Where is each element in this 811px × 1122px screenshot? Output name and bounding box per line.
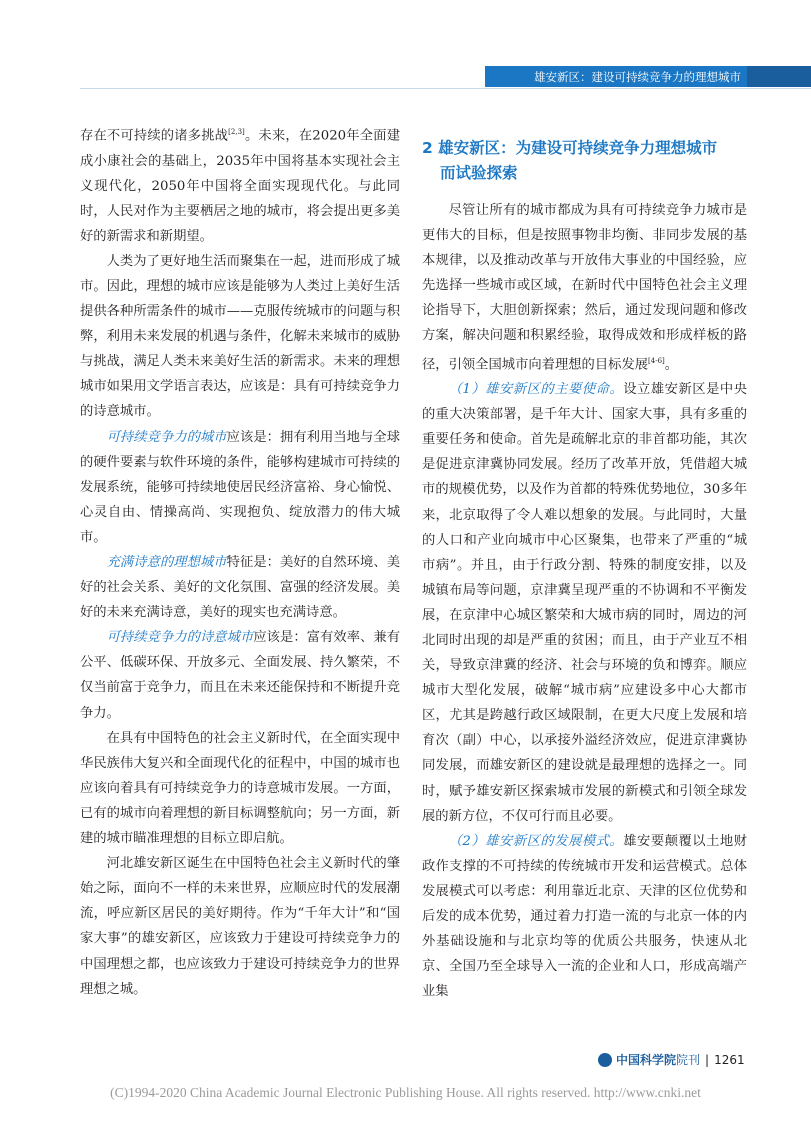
journal-suffix: 院刊 <box>676 1053 701 1067</box>
paragraph <box>80 425 400 550</box>
paragraph-text: 应该是：拥有利用当地与全球的硬件要素与软件环境的条件，能够构建城市可持续的发展系统，能够可持续地使居民经济富裕、身心愉悦、心灵自由、情操高尚、实现抱负、绽放潜力的伟大城市。 <box>80 429 400 545</box>
paragraph-text: 应该是：富有效率、兼有公平、低碳环保、开放多元、全面发展、持久繁荣，不仅当前富于竞争力，而且在未来还能保持和不断提升竞争力。 <box>80 630 401 721</box>
header-accent-block <box>747 66 811 87</box>
right-column <box>422 136 747 1004</box>
running-header-title: 雄安新区：建设可持续竞争力的理想城市 <box>534 69 741 84</box>
paragraph-text: 。未来，在2020年全面建成小康社会的基础上，2035年中国将基本实现社会主义现代化，2050年中国将全面实现现代化。与此同时，人民对作为主要栖居之地的城市，将会提出更多美好的新需求和新期望。 <box>80 128 400 244</box>
paragraph-text: 存在不可持续的诸多挑战 <box>80 128 229 144</box>
paragraph-text: 。 <box>664 356 679 372</box>
journal-brand: 中国科学院 <box>616 1053 677 1067</box>
paragraph <box>80 120 400 249</box>
section-heading-line: 而试验探索 <box>440 164 518 182</box>
paragraph <box>422 829 747 1005</box>
paragraph <box>80 550 400 625</box>
paragraph-text: 设立雄安新区是中央的重大决策部署，是千年大计、国家大事，具有多重的重要任务和使命。首先是疏解北京的非首都功能，其次是促进京津冀协同发展。经历了改革开放，凭借超大城市的规模优势，以及作为首都的特殊优势地位，30多年来，北京取得了令人难以想象的发展。与此同时，大量的人口和产业向城市中心区聚集，也带来了严重的“城市病”。并且，由于行政分割、特殊的制度安排，以及城镇布局等问题，京津冀呈现严重的不协调和不平衡发展，在京津中心城区繁荣和大城市病的同时，周边的河北同时出现的却是严重的贫困；而且，由于产业互不相关，导致京津冀的经济、社会与环境的负和博弈。顺应城市大型化发展，破解“城市病”应建设多中心大都市区，尤其是跨越行政区域限制，在更大尺度上发展和培育次（副）中心，以承接外溢经济效应，促进京津冀协同发展，而雄安新区的建设就是最理想的选择之一。同时，赋予雄安新区探索城市发展的新模式和引领全球发展的新方位，不仅可行而且必要。 <box>422 382 747 824</box>
footer-separator: | <box>705 1052 710 1067</box>
left-column <box>80 120 400 1002</box>
subheading: （1）雄安新区的主要使命。 <box>448 382 624 398</box>
highlight-term: 可持续竞争力的城市 <box>106 429 227 445</box>
copyright-notice: (C)1994-2020 China Academic Journal Electronic Publishing House. All rights reserved. http://www.cnki.net <box>110 1085 701 1100</box>
paragraph: 人类为了更好地生活而聚集在一起，进而形成了城市。因此，理想的城市应该是能够为人类过上美好生活提供各种所需条件的城市——克服传统城市的问题与积弊，利用未来发展的机遇与条件，化解未来城市的威胁与挑战，满足人类未来美好生活的新需求。未来的理想城市如果用文学语言表达，应该是：具有可持续竞争力的诗意城市。 <box>80 253 400 420</box>
paragraph-text: 特征是：美好的自然环境、美好的社会关系、美好的文化氛围、富强的经济发展。美好的未来充满诗意，美好的现实也充满诗意。 <box>80 555 400 621</box>
highlight-term: 充满诗意的理想城市 <box>106 555 227 571</box>
paragraph <box>422 377 747 829</box>
page-footer <box>598 1051 745 1068</box>
paragraph-text: 雄安要颠覆以土地财政作支撑的不可持续的传统城市开发和运营模式。总体发展模式可以考虑：利用靠近北京、天津的区位优势和后发的成本优势，通过着力打造一流的与北京一体的内外基础设施和与北京均等的优质公共服务，快速从北京、全国乃至全球导入一流的企业和人口，形成高端产业集 <box>422 833 747 1000</box>
header-rule <box>80 88 811 89</box>
paragraph: 河北雄安新区诞生在中国特色社会主义新时代的肇始之际，面向不一样的未来世界，应顺应时代的发展潮流，呼应新区居民的美好期待。作为“千年大计”和“国家大事”的雄安新区，应该致力于建设可持续竞争力的中国理想之都，也应该致力于建设可持续竞争力的世界理想之城。 <box>80 856 400 997</box>
highlight-term: 可持续竞争力的诗意城市 <box>106 630 254 646</box>
section-heading <box>422 136 747 186</box>
citation: [4-6] <box>648 356 665 365</box>
paragraph-text: 尽管让所有的城市都成为具有可持续竞争力城市是更伟大的目标，但是按照事物非均衡、非同步发展的基本规律，以及推动改革与开放伟大事业的中国经验，应先选择一些城市或区域，在新时代中国特色社会主义理论指导下，大胆创新探索；然后，通过发现问题和修改方案，解决问题和积累经验，取得成效和形成样板的路径，引领全国城市向着理想的目标发展 <box>422 203 747 372</box>
paragraph <box>422 198 747 377</box>
paragraph <box>80 625 400 725</box>
citation: [2,3] <box>228 128 245 136</box>
journal-logo-icon <box>598 1053 612 1067</box>
section-heading-line: 2 雄安新区：为建设可持续竞争力理想城市 <box>422 139 718 157</box>
paragraph: 在具有中国特色的社会主义新时代，在全面实现中华民族伟大复兴和全面现代化的征程中，中国的城市也应该向着具有可持续竞争力的诗意城市发展。一方面，已有的城市向着理想的新目标调整航向；另一方面，新建的城市瞄准理想的目标立即启航。 <box>80 730 400 847</box>
subheading: （2）雄安新区的发展模式。 <box>448 833 624 849</box>
page-number: 1261 <box>714 1052 745 1067</box>
